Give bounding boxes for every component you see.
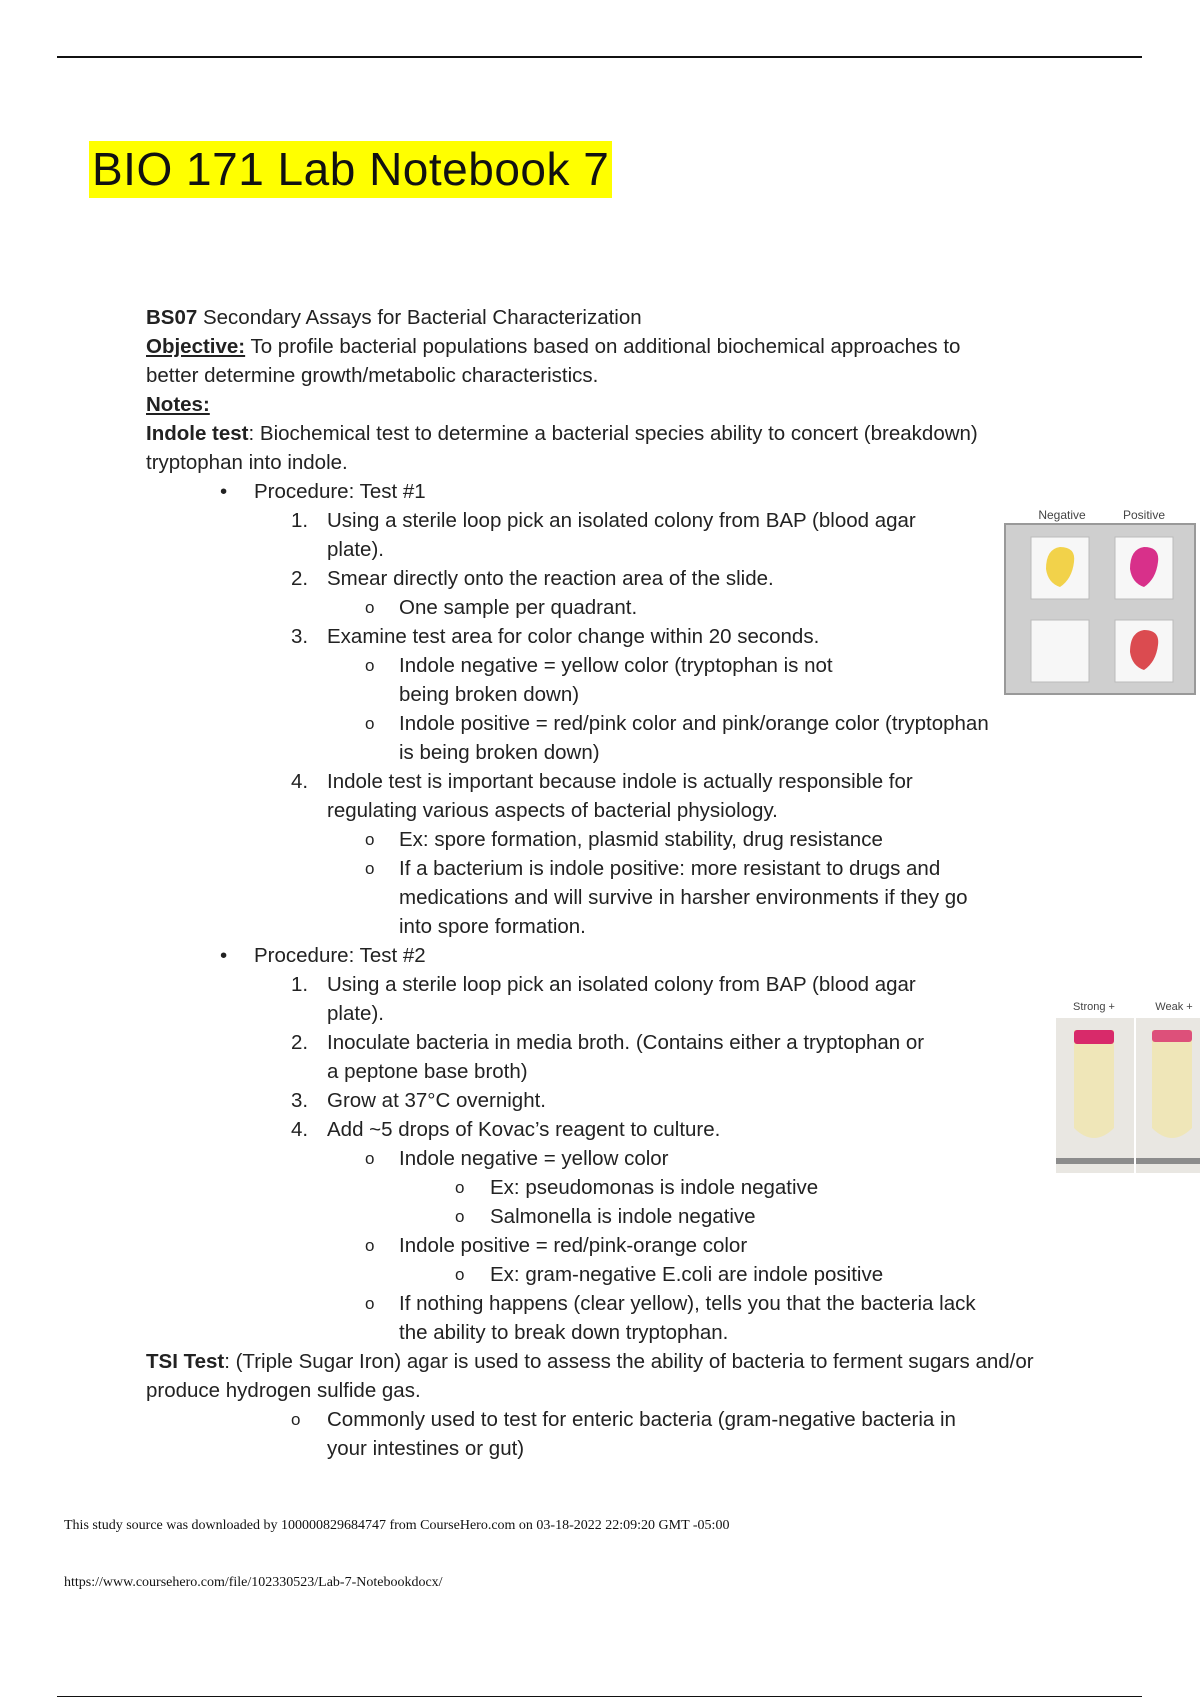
list-item: • Procedure: Test #2 [220, 944, 426, 967]
list-item: o Ex: gram-negative E.coli are indole positive [455, 1263, 884, 1286]
notes-label: Notes: [146, 393, 210, 416]
list-item: 3. Grow at 37°C overnight. [291, 1089, 546, 1112]
list-item: is being broken down) [399, 741, 600, 764]
tsi-intro-cont: produce hydrogen sulfide gas. [146, 1379, 421, 1402]
list-item: o Indole negative = yellow color (tryptophan is not [365, 654, 833, 677]
list-item: o If a bacterium is indole positive: more resistant to drugs and [365, 857, 941, 880]
list-item: the ability to break down tryptophan. [399, 1321, 729, 1344]
slide-quadrant [1031, 620, 1089, 682]
weak-label: Weak + [1155, 1001, 1193, 1013]
list-item: o Ex: pseudomonas is indole negative [455, 1176, 819, 1199]
source-url[interactable]: https://www.coursehero.com/file/102330523/Lab-7-Notebookdocx/ [64, 1575, 443, 1590]
bottom-rule [57, 1696, 1142, 1697]
list-item: o Ex: spore formation, plasmid stability, drug resistance [365, 828, 883, 851]
list-item: o One sample per quadrant. [365, 596, 638, 619]
tube-rack [1056, 1158, 1134, 1164]
list-item: medications and will survive in harsher environments if they go [399, 886, 968, 909]
document-body [146, 303, 1096, 1463]
download-notice: This study source was downloaded by 100000829684747 from CourseHero.com on 03-18-2022 22:09:20 GMT -05:00 [64, 1518, 730, 1533]
list-item: 4. Indole test is important because indole is actually responsible for [291, 770, 913, 793]
list-item: o Indole negative = yellow color [365, 1147, 669, 1170]
list-item: 2. Smear directly onto the reaction area of the slide. [291, 567, 774, 590]
list-item: o Salmonella is indole negative [455, 1205, 756, 1228]
strong-tube [1074, 1030, 1114, 1138]
page-title: BIO 171 Lab Notebook 7 [89, 141, 612, 198]
list-item: • Procedure: Test #1 [220, 480, 426, 503]
positive-label: Positive [1122, 508, 1166, 522]
list-item: 3. Examine test area for color change within 20 seconds. [291, 625, 820, 648]
top-rule [57, 56, 1142, 58]
strong-ring [1074, 1030, 1114, 1044]
list-item: 1. Using a sterile loop pick an isolated colony from BAP (blood agar [291, 509, 916, 532]
negative-label: Negative [1038, 508, 1086, 522]
list-item: being broken down) [399, 683, 580, 706]
list-item: o If nothing happens (clear yellow), tells you that the bacteria lack [365, 1292, 976, 1315]
list-item: o Indole positive = red/pink-orange color [365, 1234, 748, 1257]
list-item: regulating various aspects of bacterial physiology. [327, 799, 778, 822]
weak-ring [1152, 1030, 1192, 1042]
strong-label: Strong + [1073, 1001, 1115, 1013]
list-item: plate). [327, 1002, 384, 1025]
indole-slide-figure [1004, 507, 1196, 695]
list-item: 2. Inoculate bacteria in media broth. (Contains either a tryptophan or [291, 1031, 925, 1054]
list-item: a peptone base broth) [327, 1060, 528, 1083]
indole-intro: Indole test: Biochemical test to determine a bacterial species ability to concert (breakdown) [146, 422, 978, 445]
list-item: o Commonly used to test for enteric bacteria (gram-negative bacteria in [291, 1408, 956, 1431]
list-item: 1. Using a sterile loop pick an isolated colony from BAP (blood agar [291, 973, 916, 996]
tube-rack [1136, 1158, 1200, 1164]
objective: Objective: To profile bacterial populations based on additional biochemical approaches to [146, 335, 961, 358]
kovacs-tube-figure [1056, 998, 1200, 1173]
list-item: 4. Add ~5 drops of Kovac’s reagent to culture. [291, 1118, 721, 1141]
list-item: plate). [327, 538, 384, 561]
weak-tube [1152, 1030, 1192, 1138]
tsi-intro: TSI Test: (Triple Sugar Iron) agar is used to assess the ability of bacteria to ferment sugars and/or [146, 1350, 1034, 1373]
list-item: o Indole positive = red/pink color and pink/orange color (tryptophan [365, 712, 989, 735]
section-heading: BS07 Secondary Assays for Bacterial Characterization [146, 306, 642, 329]
list-item: into spore formation. [399, 915, 586, 938]
list-item: your intestines or gut) [327, 1437, 525, 1460]
objective-cont: better determine growth/metabolic characteristics. [146, 364, 599, 387]
indole-intro-cont: tryptophan into indole. [146, 451, 348, 474]
